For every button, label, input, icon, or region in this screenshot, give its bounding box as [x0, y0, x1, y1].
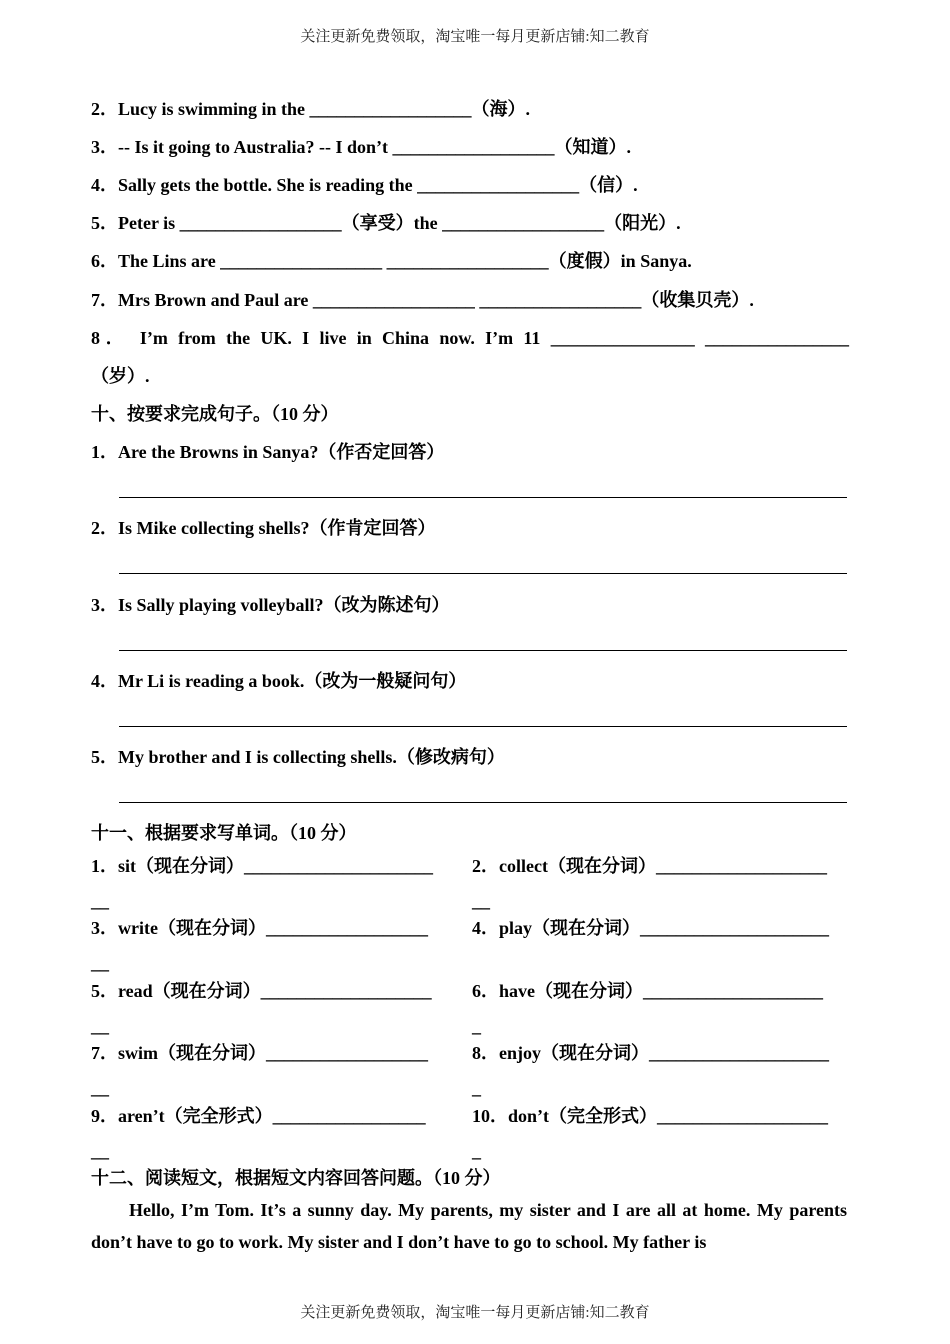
answer-line-2 [119, 573, 847, 574]
answer-line-4 [119, 726, 847, 727]
word-item-7: 7．swim（现在分词）__________________ [91, 1043, 428, 1063]
word-item-5: 5．read（现在分词）___________________ [91, 981, 432, 1001]
sentence-item-1: 1．Are the Browns in Sanya?（作否定回答） [91, 442, 445, 462]
page-footer: 关注更新免费领取，淘宝唯一每月更新店铺:知二教育 [300, 1305, 650, 1321]
word-item-6-wrap: _ [472, 1016, 481, 1036]
fill-in-item-3: 3．-- Is it going to Australia? -- I don’t __________________（知道）. [91, 137, 632, 157]
reading-passage: Hello, I’m Tom. It’s a sunny day. My parents, my sister and I are all at home. My parents don’t have to go to work. My sister and I don’t have to go to school. My father is [91, 1200, 847, 1252]
fill-in-item-2: 2．Lucy is swimming in the __________________（海）. [91, 99, 531, 119]
word-item-5-wrap: __ [91, 1016, 109, 1036]
fill-in-item-8-cont: （岁）. [91, 366, 150, 386]
fill-in-item-5: 5．Peter is __________________（享受）the __________________（阳光）. [91, 213, 681, 233]
fill-in-item-7: 7．Mrs Brown and Paul are __________________ __________________（收集贝壳）. [91, 290, 754, 310]
page-header: 关注更新免费领取，淘宝唯一每月更新店铺:知二教育 [300, 29, 650, 45]
word-item-6: 6．have（现在分词）____________________ [472, 981, 823, 1001]
word-item-8-wrap: _ [472, 1078, 481, 1098]
sentence-item-3: 3．Is Sally playing volleyball?（改为陈述句） [91, 595, 450, 615]
word-item-10-wrap: _ [472, 1141, 481, 1161]
sentence-item-5: 5．My brother and I is collecting shells.（修改病句） [91, 747, 505, 767]
word-item-7-wrap: __ [91, 1078, 109, 1098]
answer-line-5 [119, 802, 847, 803]
sentence-item-2: 2．Is Mike collecting shells?（作肯定回答） [91, 518, 436, 538]
word-item-2: 2．collect（现在分词）___________________ [472, 856, 827, 876]
fill-in-item-8: 8． I’m from the UK. I live in China now. I’m 11 ________________ ________________ [91, 328, 849, 348]
answer-line-3 [119, 650, 847, 651]
word-item-9: 9．aren’t（完全形式）_________________ [91, 1106, 426, 1126]
word-item-3-wrap: __ [91, 953, 109, 973]
section-10-title: 十、按要求完成句子。（10 分） [91, 404, 339, 424]
word-item-8: 8．enjoy（现在分词）____________________ [472, 1043, 829, 1063]
word-item-9-wrap: __ [91, 1141, 109, 1161]
word-item-10: 10．don’t（完全形式）___________________ [472, 1106, 829, 1126]
word-item-4: 4．play（现在分词）_____________________ [472, 918, 830, 938]
fill-in-item-4: 4．Sally gets the bottle. She is reading the __________________（信）. [91, 175, 638, 195]
answer-line-1 [119, 497, 847, 498]
word-item-2-wrap: __ [472, 891, 490, 911]
sentence-item-4: 4．Mr Li is reading a book.（改为一般疑问句） [91, 671, 467, 691]
section-12-title: 十二、阅读短文，根据短文内容回答问题。（10 分） [91, 1168, 501, 1188]
word-item-1-wrap: __ [91, 891, 109, 911]
word-item-3: 3．write（现在分词）__________________ [91, 918, 428, 938]
fill-in-item-6: 6．The Lins are __________________ __________________（度假）in Sanya. [91, 251, 692, 271]
word-item-1: 1．sit（现在分词）_____________________ [91, 856, 433, 876]
section-11-title: 十一、根据要求写单词。（10 分） [91, 823, 357, 843]
